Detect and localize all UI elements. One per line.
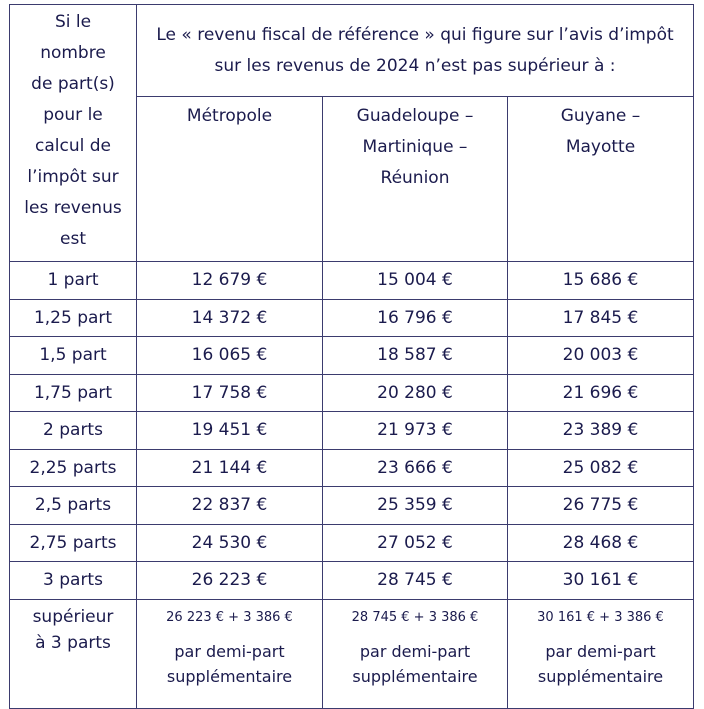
table-row: [10, 412, 694, 450]
zone-header-line: Guyane –: [560, 106, 641, 126]
parts-cell: 1,5 part: [10, 337, 137, 375]
threshold-note-line: supplémentaire: [352, 666, 478, 686]
zone-header-line: Réunion: [380, 168, 450, 188]
zone-header-line: Guadeloupe –: [356, 106, 474, 126]
parts-header-line: pour le: [43, 105, 103, 125]
threshold-cell-guyane-mayotte: 17 845 €: [508, 299, 694, 337]
parts-header-line: calcul de: [35, 136, 111, 156]
parts-label-line: à 3 parts: [35, 632, 111, 653]
table-row: [10, 524, 694, 562]
parts-cell: 2,75 parts: [10, 524, 137, 562]
header-row: [10, 5, 694, 97]
table-row: [10, 262, 694, 300]
threshold-cell-guyane-mayotte: 21 696 €: [508, 374, 694, 412]
zone-header-line: Métropole: [186, 106, 273, 126]
parts-cell: 1 part: [10, 262, 137, 300]
parts-header: [10, 5, 137, 262]
parts-cell: 2,5 parts: [10, 487, 137, 525]
threshold-cell-metropole: 24 530 €: [137, 524, 323, 562]
parts-header-line: l’impôt sur: [27, 167, 119, 187]
parts-cell: 1,25 part: [10, 299, 137, 337]
parts-header-line: les revenus: [24, 198, 122, 218]
threshold-cell-guadeloupe-martinique-reunion: [323, 599, 508, 708]
threshold-cell-guadeloupe-martinique-reunion: 21 973 €: [323, 412, 508, 450]
threshold-header: Le « revenu fiscal de référence » qui figure sur l’avis d’impôt sur les revenus de 2024 n’est pas supérieur à :: [137, 5, 694, 97]
parts-cell: 2 parts: [10, 412, 137, 450]
table-row: [10, 337, 694, 375]
parts-header-line: est: [60, 229, 86, 249]
parts-cell: [10, 599, 137, 708]
threshold-cell-guyane-mayotte: 26 775 €: [508, 487, 694, 525]
threshold-cell-metropole: 21 144 €: [137, 449, 323, 487]
threshold-cell-guadeloupe-martinique-reunion: 28 745 €: [323, 562, 508, 600]
threshold-cell-metropole: 26 223 €: [137, 562, 323, 600]
threshold-cell-metropole: 17 758 €: [137, 374, 323, 412]
parts-header-line: nombre: [40, 43, 106, 63]
threshold-cell-guyane-mayotte: 30 161 €: [508, 562, 694, 600]
threshold-note-line: supplémentaire: [166, 666, 293, 686]
parts-cell: 3 parts: [10, 562, 137, 600]
threshold-cell-guadeloupe-martinique-reunion: 27 052 €: [323, 524, 508, 562]
table-row: [10, 374, 694, 412]
threshold-formula: 26 223 € + 3 386 €: [166, 609, 293, 625]
threshold-cell-guadeloupe-martinique-reunion: 16 796 €: [323, 299, 508, 337]
zone-header-line: Mayotte: [565, 137, 636, 157]
above-3-parts-row: [10, 599, 694, 708]
threshold-cell-metropole: 22 837 €: [137, 487, 323, 525]
parts-header-line: de part(s): [31, 74, 115, 94]
threshold-cell-guyane-mayotte: 28 468 €: [508, 524, 694, 562]
table-row: [10, 299, 694, 337]
threshold-cell-guadeloupe-martinique-reunion: 23 666 €: [323, 449, 508, 487]
zone-header-guyane-mayotte: [508, 97, 694, 262]
threshold-cell-metropole: [137, 599, 323, 708]
table-row: [10, 449, 694, 487]
parts-label-line: supérieur: [32, 606, 114, 627]
threshold-cell-guyane-mayotte: 25 082 €: [508, 449, 694, 487]
threshold-formula: 30 161 € + 3 386 €: [537, 609, 664, 625]
threshold-cell-metropole: 12 679 €: [137, 262, 323, 300]
threshold-cell-metropole: 19 451 €: [137, 412, 323, 450]
threshold-note-line: supplémentaire: [537, 666, 664, 686]
zone-header-guadeloupe-martinique-reunion: [323, 97, 508, 262]
threshold-formula: 28 745 € + 3 386 €: [351, 609, 479, 625]
parts-cell: 2,25 parts: [10, 449, 137, 487]
threshold-cell-guyane-mayotte: 15 686 €: [508, 262, 694, 300]
threshold-cell-guyane-mayotte: [508, 599, 694, 708]
threshold-cell-guadeloupe-martinique-reunion: 20 280 €: [323, 374, 508, 412]
threshold-cell-guyane-mayotte: 23 389 €: [508, 412, 694, 450]
parts-cell: 1,75 part: [10, 374, 137, 412]
threshold-cell-guadeloupe-martinique-reunion: 25 359 €: [323, 487, 508, 525]
threshold-cell-guadeloupe-martinique-reunion: 15 004 €: [323, 262, 508, 300]
table-row: [10, 562, 694, 600]
table-row: [10, 487, 694, 525]
threshold-note-line: par demi-part: [545, 641, 656, 661]
zone-header-metropole: [137, 97, 323, 262]
threshold-note-line: par demi-part: [359, 641, 471, 661]
zone-header-line: Martinique –: [362, 137, 468, 157]
threshold-cell-metropole: 14 372 €: [137, 299, 323, 337]
threshold-cell-guyane-mayotte: 20 003 €: [508, 337, 694, 375]
threshold-cell-guadeloupe-martinique-reunion: 18 587 €: [323, 337, 508, 375]
threshold-cell-metropole: 16 065 €: [137, 337, 323, 375]
revenu-fiscal-table: [9, 4, 694, 709]
parts-header-line: Si le: [54, 12, 92, 32]
threshold-note-line: par demi-part: [174, 641, 285, 661]
